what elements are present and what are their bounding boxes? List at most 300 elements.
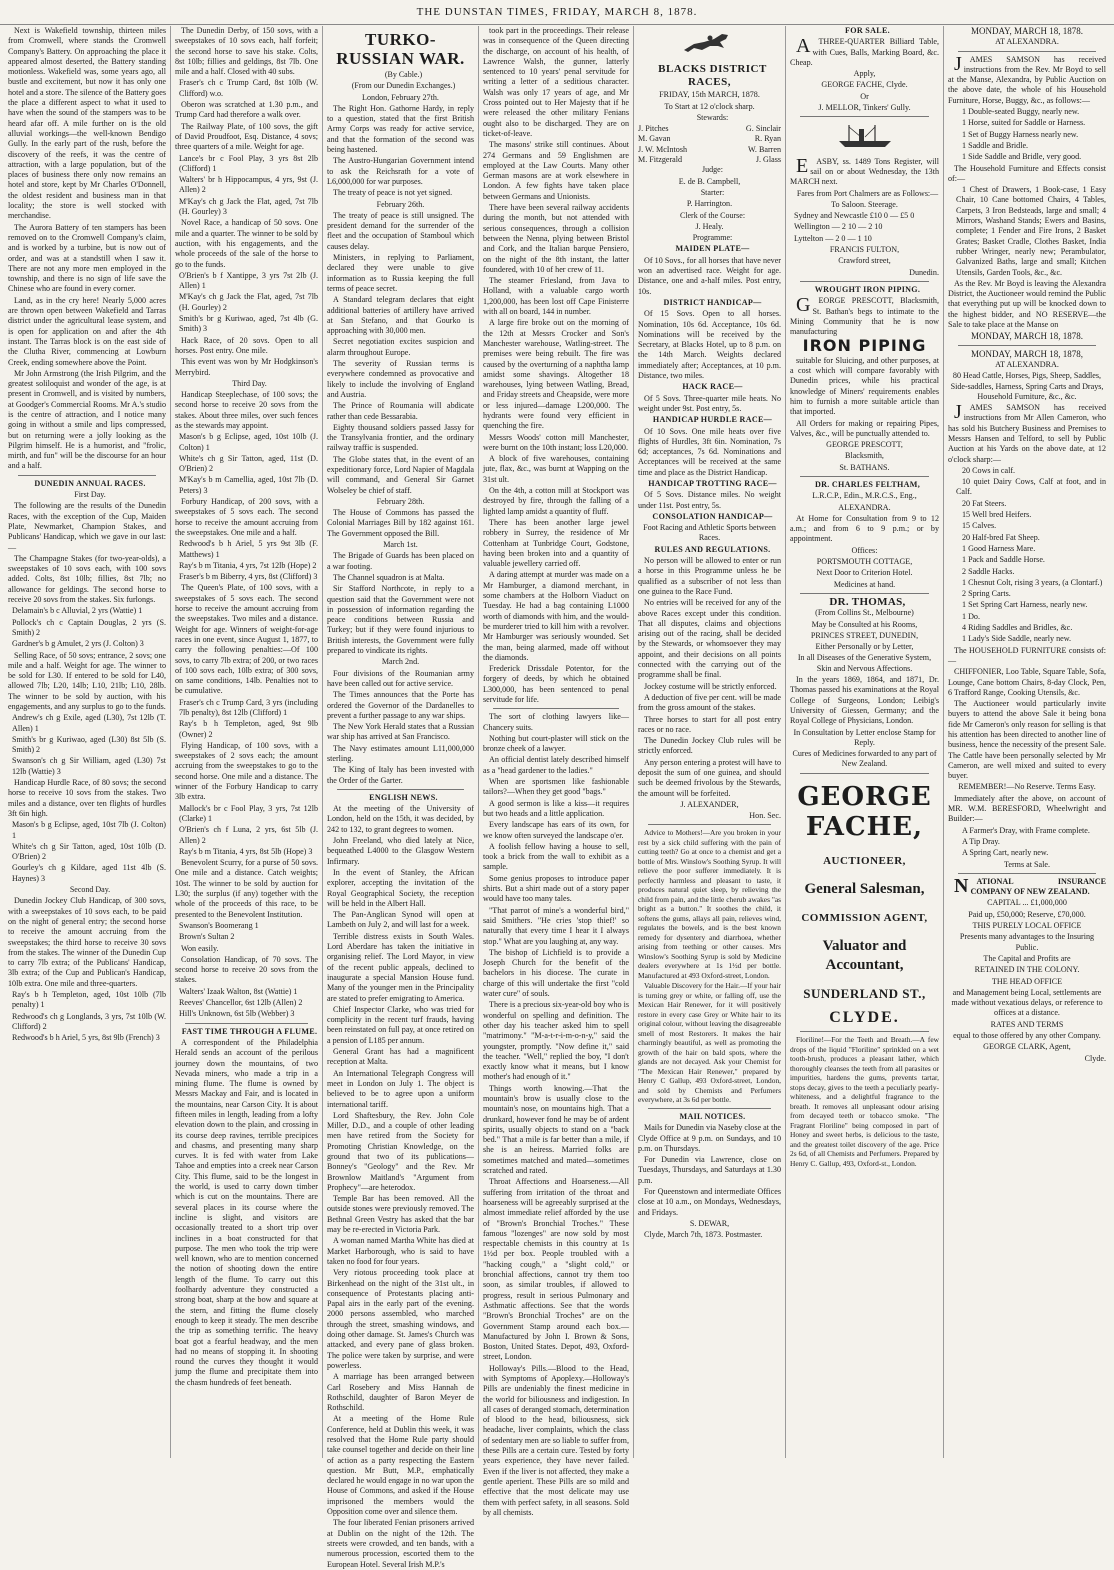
news-item: The treaty of peace is still unsigned. The president demand for the surrender of the fleet and the occupation of Stamboul which causes delay.: [327, 210, 474, 251]
news-item: The Globe states that, in the event of an expeditionary force, Lord Napier of Magdala will command, and General Sir Garnet Wolseley be chief of staff.: [327, 454, 474, 495]
column-6: [785, 26, 943, 1458]
auctioneer-role: General Salesman,: [804, 880, 925, 897]
lot-item: 1 Horse, suited for Saddle or Harness.: [962, 118, 1086, 128]
lot-item: A Spring Cart, nearly new.: [962, 848, 1049, 858]
race-description: Forbury Handicap, of 200 sovs, with a sweepstakes of 5 sovs each. The second horse to receive the amount accruing from the sweepstakes. One mile and a half.: [175, 497, 318, 537]
race-entry: White's ch g Sir Tatton, aged, 10st 10lb (D. O'Brien) 2: [12, 841, 166, 862]
agent-name: FRANCIS FULTON,: [829, 245, 900, 255]
lot-item: 1 Do.: [962, 611, 980, 621]
joke-item: Every landscape has ears of its own, for we know often surveyed the landscape o'er.: [483, 820, 629, 840]
news-item: A daring attempt at murder was made on a Mr Hamburger, a diamond merchant, in some chambers at the Holborn Viaduct on Tuesday. He had a bag containing L1000 worth of diamonds with him, and the would-be murderer tried to kill him with a revolver. Mr Hamburger was seriously wounded. Set the man, being alarmed, made off without the diamonds.: [483, 570, 629, 662]
auctioneer-town: CLYDE.: [829, 1008, 900, 1026]
shipping-notice: EASBY, ss. 1489 Tons Register, will sail on or about Wednesday, the 13th MARCH next.: [790, 154, 939, 187]
sports-note: Foot Racing and Athletic Sports between Races.: [643, 523, 776, 543]
divider: [18, 475, 156, 476]
steamship-icon: [790, 121, 939, 152]
race-entry: Fraser's ch c Trump Card, 3 yrs (including 7lb penalty), 8st 12lb (Clifford) 1: [179, 697, 318, 717]
news-item: The Prince of Roumania will abdicate rather than cede Bessarabia.: [327, 401, 474, 421]
news-item: The treaty of peace is not yet signed.: [333, 188, 453, 198]
news-item: A Standard telegram declares that eight additional batteries of artillery have arrived at San Stefano, and that Gourko is approaching with 30,000 men.: [327, 295, 474, 336]
steward-name: W. Barren: [748, 144, 781, 154]
lot-item: 1 Lady's Side Saddle, nearly new.: [962, 634, 1072, 644]
article-paragraph: The following are the results of the Dunedin Races, with the exception of the Cup, Maiden Plate, Newmarket, Champion Stakes, and Publicans' Handicap, which we gave in our last:—: [8, 501, 166, 552]
news-item: The severity of Russian terms is everywhere condemned as provocative and likely to include the involving of England and Austria.: [327, 359, 474, 399]
insurance-agent: GEORGE CLARK, Agent,: [983, 1042, 1071, 1052]
race-entry: Swanson's ch g Sir William, aged (L30) 7st 12lb (Wattie) 3: [12, 756, 166, 776]
race-description: The Railway Plate, of 100 sovs, the gift of David Proudfoot, Esq. Distance, 4 sovs; three quarters of a mile. Weight for age.: [175, 121, 318, 152]
joke-item: There is a precious six-year-old boy who is wonderful on spelling and definition. The other day his teacher asked him to spell "matrimony." "M-a-t-r-i-m-o-n-y," said the youngster, promptly. "Now define it," said the teacher. "Well," replied the boy, "I don't exactly know what it means, but I know mother's had enough of it.": [483, 1000, 629, 1082]
race-description: Handicap Hurdle Race, of 80 sovs; the second horse to receive 10 sovs from the stakes. Two miles and a distance, over ten flights of hurdles 3ft 6in high.: [8, 778, 166, 818]
advertisement-text: In the years 1869, 1864, and 1871, Dr. Thomas passed his examinations at the Royal College of Surgeons, London; Leibig's University of Giessen, Germany; and the Royal College of Physicians, London.: [790, 675, 939, 726]
column-4: [478, 26, 633, 1517]
news-item: In the event of Stanley, the African explorer, accepting the invitation of the Royal Geographical Society, the reception will be held in the Albert Hall.: [327, 867, 474, 908]
auction-notice: Immediately after the above, on account of MR. W.M. BERESFORD, Wheelwright and Builder:—: [948, 793, 1106, 824]
advertisement-text: Holloway's Pills.—Blood to the Head, with Symptoms of Apoplexy.—Holloway's Pills are undeniably the finest medicine in the world for biliousness and indigestion. In all cases of deranged stomach, determination of blood to the head, biliousness, sick headache, liver complaints, which the class of sedentary men are so liable to suffer from, these Pills are a certain cure. Tested by forty years experience, they have never failed. Even if the liver is not affected, they make a gentle aperient. These Pills are so mild and effective that the most delicate may use them with perfect safety, in all seasons. Sold by all chemists.: [483, 1363, 629, 1517]
insurance-line: THIS PURELY LOCAL OFFICE: [972, 921, 1082, 931]
race-entry: M'Kay's ch g Jack the Flat, aged, 7st 7lb (H. Gourley) 3: [179, 196, 318, 217]
day-heading: Third Day.: [232, 378, 267, 388]
race-entry: Brown's Sultan 2: [179, 932, 235, 942]
race-heading: HANDICAP TROTTING RACE—: [648, 478, 777, 488]
lot-item: 20 Fat Steers.: [962, 498, 1007, 508]
race-entry: Smith's br g Kuriwao, aged, 7st 4lb (G. Smith) 3: [179, 314, 318, 334]
article-paragraph: Mr John Armstrong (the Irish Pilgrim, and the greatest soliloquist and wonder of the age, is at present in Cromwell, and is visited by numbers, at Goodger's Commercial Rooms. Mr A.'s studio is the centre of attraction, and I notice many going in without a smile and lips compressed, but on returning were a jolly looking as the Pilgrim himself. He is a humorist, and "frolic, mirth, and fun" will be the discourse for an hour and a half.: [8, 368, 166, 471]
column-1: [4, 26, 170, 1458]
news-item: A marriage has been arranged between Carl Rosebery and Miss Hannah de Rothschild, daughter of Baron Meyer de Rothschild.: [327, 1372, 474, 1413]
news-item: Chief Inspector Clarke, who was tried for complicity in the recent turf frauds, having been reinstated on full pay, at once retired on a pension of L185 per annum.: [327, 1004, 474, 1045]
stewards-row: [638, 124, 781, 134]
sale-date-heading: MONDAY, MARCH 18, 1878.: [970, 26, 1084, 36]
auction-notice: The Household Furniture and Effects consist of:—: [948, 163, 1106, 183]
divider: [800, 116, 929, 117]
auctioneer-street: SUNDERLAND ST.,: [803, 985, 926, 1001]
sale-location: AT ALEXANDRA.: [995, 359, 1059, 369]
advertisement-text: PRINCES STREET, DUNEDIN,: [810, 630, 919, 640]
doctor-qualifications: L.R.C.P., Edin., M.R.C.S., Eng.,: [812, 491, 917, 501]
race-entry: Pollock's ch c Captain Douglas, 2 yrs (S. Smith) 2: [12, 617, 166, 637]
race-entry: Hill's Unknown, 6st 5lb (Webber) 3: [179, 1009, 295, 1019]
races-heading: DUNEDIN ANNUAL RACES.: [34, 478, 146, 488]
advertisement-text: Apply,: [853, 69, 876, 79]
auctioneer-role: COMMISSION AGENT,: [801, 911, 928, 924]
lot-item: 1 Pack and Saddle Horse.: [962, 555, 1045, 565]
stewards-row: [638, 145, 781, 155]
agent-city: Dunedin.: [909, 267, 939, 277]
column-2: [170, 26, 322, 1458]
news-item: On the 4th, a cotton mill at Stockport was destroyed by fire, through the falling of a lighted lamp amidst a quantity of fluff.: [483, 486, 629, 516]
advertiser-name: GEORGE FACHE, Clyde.: [821, 80, 908, 90]
advertisement-text: Next Door to Criterion Hotel.: [816, 568, 913, 578]
news-item: The masons' strike still continues. About 274 Germans and 59 Englishmen are employed at the Law Courts. Many other German masons are at work elsewhere in London. A few fights have taken place between Germans and Unionists.: [483, 140, 629, 201]
news-item: Very riotous proceeding took place at Birkenhead on the night of the 31st ult., in consequence of Protestants placing anti-Papal airs in the early part of the evening. 2000 persons assembled, who marched through the street, smashing windows, and doing other damage. St. James's Church was attacked, and every pane of glass broken. The police were taken by surprise, and were powerless.: [327, 1268, 474, 1370]
joke-item: A good sermon is like a kiss—it requires but two heads and a little application.: [483, 798, 629, 818]
race-conditions: Of 15 Sovs. Open to all horses. Nomination, 10s 6d. Acceptance, 10s 6d. Nominations will be received by the Secretary, at Blacks Hotel, up to 8 p.m. on the 14th March. Weights declared immediately after; Acceptances, at 10 p.m. Distance, two miles.: [638, 309, 781, 381]
race-entry: Mason's b g Eclipse, aged, 10st 7lb (J. Colton) 1: [12, 820, 166, 840]
auctioneer-name: GEORGE FACHE,: [797, 781, 932, 842]
article-paragraph: A correspondent of the Philadelphia Herald sends an account of the perilous journey down the mountains, of two Nevada miners, who made a trip in a mining flume. The flume is owned by Messrs Mackay and Fair, and is located in the mountains, near Carson City. It is about fifteen miles in length, leading from a lofty elevation down to the plain, and crossing in its course deep ravines, terrible precipices and chasms, and presenting many sharp curves. It is fed with water from Lake Tahoe and empties into a creek near Carson City. This flume, said to be the longest in the world, is used to carry down timber which is cut on the mountains. There are several places in its course where the incline is slight, and visitors are occasionally treated to a short trip over inclines in a boat constructed for that purpose. The men who took the trip were well known, who are to mention concerned the notion of shooting down the entire length of the flume. To carry out this foolhardy adventure they constructed a strong boat, sharp at the bow and square at the stern, and fitting the flume closely enough to keep it steady. The men describe the trip as something terrific. The heavy boat got a fearful headway, and the men had no means of stopping it. In shooting round the curves they thought it would jump the flume and precipitate them into the chasm hundreds of feet beneath.: [175, 1037, 318, 1387]
auction-notice: The HOUSEHOLD FURNITURE consists of:—: [948, 645, 1106, 665]
race-entry: Ray's b h Templeton, aged, 10st 10lb (7lb penalty) 1: [12, 990, 166, 1010]
race-heading: CONSOLATION HANDICAP—: [652, 511, 773, 521]
judge-name: E. de B. Campbell,: [678, 176, 741, 186]
news-item: The four liberated Fenian prisoners arrived at Dublin on the night of the 12th. The streets were crowded, and ten bands, with a numerous procession, escorted them to the European Hotel. Several Irish M.P.'s: [327, 1518, 474, 1569]
lot-item: A Farmer's Dray, with Frame complete.: [962, 825, 1090, 835]
fare-row: Wellington — 2 10 — 2 10: [794, 222, 883, 232]
advertisement-text: Floriline!—For the Teeth and Breath.—A few drops of the liquid "Floriline" sprinkled on a wet tooth-brush, produces a pleasant lather, which thoroughly cleanses the teeth from all parasites or impurities, hardens the gums, prevents tartar, stops decay, gives to the teeth a peculiarly pearly-whiteness, and a delightful fragrance to the breath. It removes all unpleasant odour arising from decayed teeth or tobacco smoke. "The Fragrant Floriline" being composed in part of Honey and sweet herbs, is delicious to the taste, and the greatest toilet discovery of the age. Price 2s 6d, of all Chemists and Perfumers. Prepared by Henry C. Gallup, 493, Oxford-st., London.: [790, 1035, 939, 1168]
news-item: John Freeland, who died lately at Nice, bequeathed L4000 to the Glasgow Western Infirmary.: [327, 836, 474, 866]
lot-item: 1 Good Harness Mare.: [962, 543, 1036, 553]
divider: [958, 51, 1096, 52]
dateline: February 26th.: [376, 199, 425, 209]
divider: [958, 345, 1096, 346]
rules-heading: RULES AND REGULATIONS.: [654, 544, 771, 554]
news-item: The Times announces that the Porte has ordered the Governor of the Dardanelles to prevent a further passage to any war ships.: [327, 690, 474, 720]
advertisement-text: Valuable Discovery for the Hair.—If your hair is turning grey or white, or falling off, use the Mexican Hair Renewer, for it will positively restore in every case Grey or White hair to its original colour, without leaving the disagreeable smell of most Restorers. It makes the hair charmingly beautiful, as well as promoting the growth of the hair on bald spots, where the glands are not decayed. Ask your Chemist for "The Mexican Hair Renewer," prepared by Henry C Gallup, 493 Oxford-street, London, and sold by Chemists and Perfumers everywhere, at 3s 6d per bottle.: [638, 981, 781, 1105]
lot-item: 1 Saddle and Bridle.: [962, 140, 1029, 150]
news-item: Four divisions of the Roumanian army have been called out for active service.: [327, 668, 474, 688]
mail-heading: MAIL NOTICES.: [679, 1111, 746, 1121]
divider: [800, 773, 929, 774]
auction-notice: JAMES SAMSON has received instructions from Mr Allen Cameron, who has sold his Butchery Business and Premises to Messrs Hansen and Telford, to sell by Public Auction at his Yards on the above date, at 12 o'clock sharp:—: [948, 401, 1106, 464]
rule-text: A deduction of five per cent. will be made from the gross amount of the stakes.: [638, 692, 781, 713]
news-item: Frederick Drissdale Potentor, for the forgery of deeds, by which he obtained L300,000, has been sentenced to penal servitude for life.: [483, 664, 629, 704]
insurance-line: Presents many advantages to the Insuring Public.: [959, 932, 1095, 952]
race-heading: HACK RACE—: [682, 382, 743, 392]
race-entry: Delamain's b c Alluvial, 2 yrs (Wattie) 1: [12, 606, 143, 616]
race-description: Flying Handicap, of 100 sovs, with a sweepstakes of 2 sovs each; the amount accruing from the sweepstakes to go to the second horse. One mile and a distance. The winner of the Forbury Handicap to carry 3lb extra.: [175, 740, 318, 802]
auction-notice: As the Rev. Mr Boyd is leaving the Alexandra District, the Auctioneer would remind the Public that everything put up will be knocked down to the highest bidder, and NO RESERVE—the Sale to take place at the Manse on: [948, 278, 1106, 330]
advertisement-text: In all Diseases of the Generative System, Skin and Nervous Affections.: [797, 653, 932, 673]
advertiser-trade: Blacksmith,: [845, 451, 884, 461]
lot-item: 2 Spring Carts.: [962, 589, 1011, 599]
race-entry: Reeves' Chancellor, 6st 12lb (Allen) 2: [179, 998, 303, 1008]
lot-item: 1 Chest of Drawers, 1 Book-case, 1 Easy Chair, 10 Cane bottomed Chairs, 4 Tables, Carpets, 3 Iron Bedsteads, large and small; 4 Mirrors, Washand Stands; Ewers and Basins, complete; 1 Fender and Fire Irons, 2 Basket Grates; Basket Cradle, Clothes Basket, India rubber Wringer, nearly new; Perambulator, Galvanized Baths, large and small; Kitchen Utensils, Garden Tools, &c., &c.: [956, 185, 1106, 277]
divider: [800, 593, 929, 594]
insurance-line: and Management being Local, settlements are made without vexatious delays, or reference to offices at a distance.: [951, 987, 1103, 1018]
fare-row: Sydney and Newcastle £10 0 — £5 0: [794, 211, 915, 221]
race-entry: Mallock's br c Fool Play, 3 yrs, 7st 12lb (Clarke) 1: [179, 803, 318, 823]
dateline: February 28th.: [376, 496, 425, 506]
news-item: The Right Hon. Gathorne Hardy, in reply to a question, stated that the first British Army Corps was ready for active service, and that the formation of the second was being hastened.: [327, 103, 474, 155]
lot-item: 1 Chesnut Colt, rising 3 years, (a Clontarf.): [962, 577, 1103, 587]
race-entry: Walters' Izaak Walton, 8st (Wattie) 1: [179, 986, 298, 996]
news-item: A large fire broke out on the morning of the 12th at Messrs Crocker and Son's Manchester warehouse, Watling-street. The premises were being rebuilt. The fire was caused by the overturning of a naphtha lamp amidst some shavings. Altogether 18 warehouses, lying between Watling, Bread, and Friday streets and Cheapside, were more or less injured—damage L200,000. The hydrants were found very efficient in quenching the fire.: [483, 318, 629, 431]
advertisement-text: Or: [860, 91, 869, 101]
column-3: [322, 26, 478, 1569]
steward-name: J. W. McIntosh: [638, 144, 688, 154]
advertiser-town: St. BATHANS.: [839, 462, 890, 472]
advertisement-text: All Orders for making or repairing Pipes, Valves, &c., will be punctually attended to.: [790, 418, 939, 438]
insurance-line: Paid up, £50,000; Reserve, £70,000.: [968, 909, 1086, 919]
dateline: March 2nd.: [381, 657, 420, 667]
secretary-name: J. ALEXANDER,: [680, 799, 739, 809]
article-paragraph: Land, as in the cry here! Nearly 5,000 acres are thrown open between Wakefield and Tarras district under the agricultural lease system, and is open for application on and after the 4th instant. The Tarras block is on the east side of the Clutha River, commencing at Lowburn Creek, ending somewhere above the Point.: [8, 295, 166, 367]
race-description: Handicap Steeplechase, of 100 sovs; the second horse to receive 20 sovs from the stakes. About three miles, over such fences as the stewards may appoint.: [175, 390, 318, 430]
fare-row: Lyttelton — 2 0 — 1 10: [794, 233, 872, 243]
divider: [337, 789, 464, 790]
news-item: took part in the proceedings. Their release was in consequence of the Queen directing the discharge, on account of his health, of Lawrence Walsh, the gunner, latterly sentenced to 10 years' penal servitude for writing a letter of a seditious character. Walsh was only 17 years of age, and Mr Cross pointed out to Her Majesty that if he were released the other military Fenians ought also to be discharged. They are on ticket-of-leave.: [483, 26, 629, 138]
news-item: Sir Stafford Northcote, in reply to a question said that the Government were not in possession of information regarding the peace conditions between Russia and Turkey; but if they were found injurious to British interests, the Government were fully prepared to vindicate its rights.: [327, 584, 474, 656]
joke-item: Some genius proposes to introduce paper shirts. But a shirt made out of a story paper would have too many tales.: [483, 873, 629, 904]
sale-date-heading: MONDAY, MARCH 18, 1878,: [970, 348, 1084, 359]
advertisement-text: May be Consulted at his Rooms,: [811, 619, 918, 629]
advertisement-text: ATHREE-QUARTER Billiard Table, with Cues, Balls, Marking Board, &c. Cheap.: [790, 35, 939, 67]
divider: [185, 1023, 308, 1024]
auctioneer-role: Valuator and Accountant,: [822, 937, 907, 973]
article-paragraph: Oberon was scratched at 1.30 p.m., and Trump Card had therefore a walk over.: [175, 100, 318, 120]
doctor-name: DR. THOMAS,: [829, 595, 906, 608]
race-start: To Start at 12 o'clock sharp.: [664, 101, 755, 111]
race-description: The Dunedin Derby, of 150 sovs, with a sweepstakes of 10 sovs each, half forfeit; the second horse to save his stake. Colts, 8st 10lb; fillies and geldings, 8st 7lb. One mile and a half. Closed with 40 subs.: [175, 26, 318, 77]
insurance-line: The Capital and Profits are: [983, 953, 1071, 963]
insurance-line: THE HEAD OFFICE: [991, 976, 1063, 986]
steward-name: R. Ryan: [754, 134, 781, 144]
joke-item: A foolish fellow having a house to sell, took a brick from the wall to exhibit as a sample.: [483, 841, 629, 872]
article-paragraph: The Aurora Battery of ten stampers has been removed on to the Cromwell Company's claim, and is worked by a turbine, but is now out of order, and was at a standstill when I saw it. There are not any more men employed in the township, and there is no sign of life save the Chinese who are found in every corner.: [8, 222, 166, 294]
rule-text: Jockey costume will be strictly enforced.: [644, 681, 777, 691]
auction-notice: Terms at Sale.: [1004, 859, 1050, 869]
mail-notice: Mails for Dunedin via Naseby close at the Clyde Office at 9 p.m. on Sundays, and 10 p.m. on Thursdays.: [638, 1123, 781, 1153]
lot-item: 1 Double-seated Buggy, nearly new.: [962, 107, 1080, 117]
postmaster-line: Clyde, March 7th, 1873. Postmaster.: [644, 1230, 763, 1240]
mail-notice: For Queenstown and intermediate Offices close at 10 a.m., on Mondays, Wednesdays, and Fridays.: [638, 1187, 781, 1217]
advertisement-text: (From Collins St., Melbourne): [815, 608, 914, 618]
race-entry: Swanson's Boomerang 1: [179, 920, 259, 930]
advertisement-text: Throat Affections and Hoarseness.—All suffering from irritation of the throat and hoarseness will be agreeably surprised at the almost immediate relief afforded by the use of "Brown's Bronchial Troches." These famous "lozenges" are now sold by most respectable chemists in this country at 1s 1½d per box. People troubled with a "hacking cough," a "slight cold," or bronchial affections, cannot try them too soon, as similar troubles, if allowed to progress, result in serious Pulmonary and Asthmatic affections. See that the words "Brown's Bronchial Troches" are on the Government Stamp around each box.—Manufactured by John I. Brown & Sons, Boston, United States. Depot, 493, Oxford-street, London.: [483, 1177, 629, 1362]
postmaster-name: S. DEWAR,: [689, 1218, 730, 1228]
news-item: The Pan-Anglican Synod will open at Lambeth on July 2, and will last for a week.: [327, 910, 474, 930]
lot-item: 10 quiet Dairy Cows, Calf at foot, and in Calf.: [956, 477, 1106, 497]
news-item: There has been another large jewel robbery in Surrey, the residence of Mr Cottenham at Tunbridge Court, Godstone, having been broken into and a quantity of valuable jewellery carried off.: [483, 517, 629, 569]
race-entry: M'Kay's ch g Jack the Flat, aged, 7st 7lb (H. Gourley) 2: [179, 292, 318, 312]
news-item: At the meeting of the University of London, held on the 15th, it was decided, by 242 to 132, to grant degrees to women.: [327, 804, 474, 834]
auctioneer-role: AUCTIONEER,: [823, 854, 906, 867]
news-item: Ministers, in replying to Parliament, declared they were unable to give information as to Russia keeping the full terms of peace secret.: [327, 253, 474, 293]
news-item: The steamer Friesland, from Java to Holland, with a valuable cargo worth 1,200,000, has been lost off Cape Finisterre with all on board, 144 in number.: [483, 276, 629, 317]
news-item: Messrs Woods' cotton mill Manchester, were burnt on the 10th instant; loss L20,000.: [483, 432, 629, 452]
lot-item: 1 Set Spring Cart Harness, nearly new.: [962, 600, 1088, 610]
masthead: THE DUNSTAN TIMES, FRIDAY, MARCH 8, 1878.: [0, 6, 1114, 25]
race-entry: Redwood's b h Ariel, 5 yrs 9st 3lb (F. Matthews) 1: [179, 539, 318, 559]
rule-text: Three horses to start for all post entry races or no race.: [638, 714, 781, 734]
race-entry: Ray's b m Titania, 4 yrs, 8st 5lb (Hope) 3: [179, 846, 313, 856]
lot-item: 15 Calves.: [962, 521, 997, 531]
news-item: The New York Herald states that a Russian war ship has arrived at San Francisco.: [327, 722, 474, 742]
advertisement-text: Cures of Medicines forwarded to any part of New Zealand.: [792, 749, 937, 769]
war-heading: TURKO-RUSSIAN WAR.: [336, 30, 465, 68]
divider: [800, 1031, 929, 1032]
joke-item: When are sportsmen like fashionable tailors?—When they get good "bags.": [483, 777, 629, 797]
secretary-title: Hon. Sec.: [749, 811, 781, 821]
race-entry: O'Brien's b f Xantippe, 3 yrs 7st 2lb (J. Allen) 1: [179, 270, 318, 291]
flume-heading: FAST TIME THROUGH A FLUME.: [181, 1026, 318, 1036]
insurance-line: RETAINED IN THE COLONY.: [974, 965, 1080, 975]
sale-date-heading: MONDAY, MARCH 18, 1878.: [970, 331, 1084, 342]
stewards-row: [638, 134, 781, 144]
rule-text: The Dunedin Jockey Club rules will be strictly enforced.: [638, 736, 781, 756]
iron-piping-banner: IRON PIPING: [802, 336, 927, 356]
agent-address: Crawford street,: [838, 256, 891, 266]
article-paragraph: Next is Wakefield township, thirteen miles from Cromwell, where stands the Cromwell Company's Battery. On approaching the place it appeared almost deserted, the Battery standing motionless. Wakefield was, some years ago, all bustle and excitement, but now it has only one hotel and a store. The silence of the Battery goes the place a different aspect to what it used to have when the sound of the stampers was to be heard afar off. A mile further on is the old alluvial workings—the well-known Bendigo Gully. In the early part of the rush, before the discovery of the reefs, it was the centre of attraction, with a large population, but of the places of business there only now remains an hotel and store, kept by Mr Charles O'Donnell, the oldest resident and business man in that locality; the store is well stocked with merchandise.: [8, 26, 166, 221]
race-entry: Lance's br c Fool Play, 3 yrs 8st 2lb (Clifford) 1: [179, 153, 318, 173]
race-entry: Mason's b g Eclipse, aged, 10st 10lb (J. Colton) 1: [179, 432, 318, 452]
race-entry: Ray's b h Templeton, aged, 9st 9lb (Owner) 2: [179, 719, 318, 739]
doctor-town: ALEXANDRA.: [838, 502, 891, 512]
lot-item: 20 Half-bred Fat Sheep.: [962, 532, 1040, 542]
news-item: The Austro-Hungarian Government intend to ask the Reichsrath for a vote of L6,000,000 for war purposes.: [327, 156, 474, 186]
race-entry: Redwood's b h Ariel, 5 yrs, 8st 9lb (French) 3: [12, 1033, 160, 1043]
race-meeting-title: BLACKS DISTRICT RACES,: [658, 63, 767, 89]
rule-text: Any person entering a protest will have to deposit the sum of one guinea, and should such be deemed frivolous by the Stewards, the amount will be forfeited.: [638, 757, 781, 798]
race-description: Consolation Handicap, of 70 sovs. The second horse to receive 20 sovs from the stakes.: [175, 954, 318, 985]
news-item: The Brigade of Guards has been placed on a war footing.: [327, 551, 474, 571]
insurance-line: equal to those offered by any other Company.: [953, 1031, 1101, 1041]
racehorse-icon: [638, 30, 781, 59]
race-description: Novel Race, a handicap of 50 sovs. One mile and a quarter. The winner to be sold by auction, with his engagements, and the whole proceeds of the sale of the horse to go to the funds.: [175, 218, 318, 269]
column-5: [633, 26, 785, 1458]
race-entry: Gardner's b g Amulet, 2 yrs (J. Colton) 3: [12, 639, 144, 649]
race-entry: Fraser's ch c Trump Card, 8st 10lb (W. Clifford) w.o.: [179, 78, 318, 98]
race-entry: Andrew's ch g Exile, aged (L30), 7st 12lb (T. Allen) 1: [12, 713, 166, 733]
doctor-name: DR. CHARLES FELTHAM,: [814, 479, 921, 489]
steward-name: M. Gavan: [638, 134, 671, 144]
race-entry: Redwood's ch g Longlands, 3 yrs, 7st 10lb (W. Clifford) 2: [12, 1011, 166, 1031]
stewards-heading: Stewards:: [696, 112, 729, 122]
news-item: Temple Bar has been removed. All the outside stones were previously removed. The Bethnal Green Vestry has asked that the bar may be re-erected in Victoria Park.: [327, 1194, 474, 1235]
news-item: The House of Commons has passed the Colonial Marriages Bill by 182 against 161. The Government opposed the Bill.: [327, 508, 474, 538]
race-conditions: Of 5 Sovs. Three-quarter mile heats. No weight under 9st. Post entry, 5s.: [638, 393, 781, 413]
day-heading: Second Day.: [69, 885, 111, 895]
day-heading: First Day.: [74, 490, 106, 500]
fares-columns: To Saloon. Steerage.: [831, 199, 898, 209]
piping-heading: WROUGHT IRON PIPING.: [814, 284, 921, 294]
divider: [648, 1108, 771, 1109]
race-entry: Ray's b m Titania, 4 yrs, 7st 12lb (Hope) 2: [179, 560, 317, 570]
english-news-heading: ENGLISH NEWS.: [369, 792, 438, 802]
lot-item: 1 Side Saddle and Bridle, very good.: [962, 152, 1082, 162]
divider: [800, 476, 929, 477]
advertisement-text: Offices:: [851, 545, 878, 555]
auction-notice: The Auctioneer would particularly invite buyers to attend the above Sale it being bona fide Mr Cameron's only reason for selling is that his attention has been directed to another line of business, hence the necessity of the present Sale. The Cattle have been personally selected by Mr Cameron, are well mixed and suited to every buyer.: [948, 699, 1107, 781]
clerk-name: J. Healy.: [695, 221, 724, 231]
news-item: Secret negotiation excites suspicion and alarm throughout Europe.: [327, 337, 474, 357]
race-entry: White's ch g Sir Tatton, aged, 11st (D. O'Brien) 2: [179, 453, 318, 474]
insurance-town: Clyde.: [1084, 1053, 1106, 1063]
dateline: March 1st.: [383, 540, 418, 550]
news-item: The King of Italy has been invested with the Order of the Garter.: [327, 765, 474, 785]
steward-name: J. Glass: [755, 155, 781, 165]
stewards-row: [638, 155, 781, 165]
article-paragraph: Won easily.: [181, 943, 219, 953]
divider: [800, 281, 929, 282]
race-heading: MAIDEN PLATE—: [675, 244, 750, 254]
advertisement-text: In Consultation by Letter enclose Stamp for Reply.: [793, 727, 936, 747]
news-item: General Grant has had a magnificent reception at Malta.: [327, 1047, 474, 1067]
steward-name: J. Pitches: [638, 124, 669, 134]
clerk-heading: Clerk of the Course:: [679, 210, 746, 220]
advertiser-name: J. MELLOR, Tinkers' Gully.: [818, 103, 911, 113]
race-entry: Walters' br h Hippocampus, 4 yrs, 9st (J. Allen) 2: [179, 175, 318, 195]
news-item: Terrible distress exists in South Wales. Lord Aberdare has taken the initiative in organising relief. The Lord Mayor, in view of the recent public appeals, declined to inaugurate a special Mansion House fund. Many of the younger men in the Principality are stated to prefer emigrating to America.: [327, 931, 474, 1003]
race-date: FRIDAY, 15th MARCH, 1878.: [659, 90, 760, 100]
joke-item: The bishop of Lichfield is to provide a Joseph Church for the benefit of the bachelors in his diocese. The curate in charge of this will undertake the first "cold water cure" of souls.: [483, 947, 629, 999]
race-entry: Smith's br g Kuriwao, aged (L30) 8st 5lb (S. Smith) 2: [12, 734, 166, 755]
race-entry: O'Brien's ch f Luna, 2 yrs, 6st 5lb (J. Allen) 2: [179, 825, 318, 845]
race-conditions: Of 10 Sovs. One mile heats over five flights of Hurdles, 3ft 6in. Nomination, 7s 6d; acceptances, 7s 6d. Nominations and Acceptances will be received at the same time and place as the District Handicap.: [638, 426, 781, 477]
judge-heading: Judge:: [702, 165, 723, 175]
news-item: Eighty thousand soldiers passed Jassy for the Transylvania frontier, and the ordinary railway traffic is suspended.: [327, 422, 474, 453]
insurance-line: RATES AND TERMS: [990, 1019, 1064, 1029]
rule-text: No person will be allowed to enter or run a horse in this Programme unless he be qualified as a subscriber of not less than one guinea to the Race Fund.: [638, 556, 781, 596]
auction-notice: JAMES SAMSON has received instructions from the Rev. Mr Boyd to sell at the Manse, Alexandra, by Public Auction on the above date, the whole of his Household Furniture, Horse, Buggy, &c., as follows:—: [948, 52, 1106, 105]
insurance-heading: NATIONAL INSURANCE COMPANY OF NEW ZEALAND.: [954, 874, 1106, 897]
fares-heading: Fares from Port Chalmers are as Follows:—: [796, 188, 939, 198]
sale-summary: 80 Head Cattle, Horses, Pigs, Sheep, Saddles, Side-saddles, Harness, Spring Carts and Drays, Household Furniture, &c., &c.: [950, 371, 1104, 401]
lot-item: 20 Cows in calf.: [962, 465, 1016, 475]
race-description: The Queen's Plate, of 100 sovs, with a sweepstakes of 5 sovs each. The second horse to receive the amount accruing from the sweepstakes. Two miles and a distance. Weight for age. Winners of weight-for-age races in one event, since August 1, 1877, to carry the following penalties:—Of 100 sovs, to carry 7lb extra; of 200, or two races of 100 sovs each, 10lb extra; of 300 sovs, on same conditions, 14lb. Penalties not to be cumulative.: [175, 583, 318, 696]
lot-item: A Tip Dray.: [962, 836, 1000, 846]
race-conditions: Of 5 Sovs. Distance miles. No weight under 11st. Post entry, 5s.: [638, 490, 781, 510]
divider: [958, 873, 1096, 874]
column-7: [943, 26, 1110, 1458]
joke-item: Nothing but court-plaster will stick on the bronze cheek of a lawyer.: [483, 733, 629, 754]
race-description: Benevolent Scurry, for a purse of 50 sovs. One mile and a distance. Catch weights; 10st. The winner to be sold by auction for L30; the surplus (if any) together with the whole of the proceeds of this race, to be presented to the Benevolent Institution.: [175, 858, 318, 919]
joke-item: Things worth knowing.—That the mountain's brow is usually close to the mountain's nose, on mountains high. That a drunkard, however fond he may be of ardent spirits, usually objects to stand on a "back bed." That a mile is far better than a mile, if she is an heiress. Married folks are sometimes matched and mated—sometimes scratched and rated.: [483, 1083, 629, 1176]
programme-heading: Programme:: [692, 233, 733, 243]
divider: [648, 824, 771, 825]
news-item: At a meeting of the Home Rule Conference, held at Dublin this week, it was resolved that the Home Rule party should take counsel together and decide on their line of action as a party respecting the Eastern question. Mr Butt, M.P., emphatically declared he would engage in no war upon the House of Commons, and asked if the House imprisoned the members would the Opposition come over and silence them.: [327, 1414, 474, 1517]
advertisement-text: GEORGE PRESCOTT, Blacksmith, St. Bathan's begs to intimate to the Mining Community that he is now manufacturing: [790, 294, 939, 337]
for-sale-heading: FOR SALE.: [845, 26, 890, 35]
dateline: London, February 27th.: [362, 92, 439, 102]
advertisement-text: Advice to Mothers!—Are you broken in your rest by a sick child suffering with the pain of cutting teeth? Go at once to a chemist and get a bottle of Mrs. Winslow's Soothing Syrup. It will relieve the poor sufferer immediately. It is perfectly harmless and pleasant to taste, it produces natural quiet sleep, by relieving the child from pain, and the little cherub awakes "as bright as a button." It soothes the child, it softens the gums, allays all pain, relieves wind, regulates the bowels, and is the best known remedy for dysentery and diarrhoea, whether arising from teething or other causes. Mrs Winslow's Soothing Syrup is sold by Medicine dealers everywhere at 1s 1½d per bottle. Manufactured at 493 Oxford-street, London.: [638, 828, 781, 980]
news-item: There have been several railway accidents during the month, but not attended with serious consequences, through a collision between the Nenna, plying between Bristol and Cork, and the Italian barque Pensiero, on the night of the 8th instant, the latter foundered, with 10 of her crew of 11.: [483, 203, 629, 274]
race-heading: HANDICAP HURDLE RACE—: [652, 415, 773, 425]
joke-item: "That parrot of mine's a wonderful bird," said Smithers. "He cries 'stop thief!' so naturally that every time I hear it I always stop." What are you laughing at, any way.: [483, 905, 629, 946]
news-item: Lord Shaftesbury, the Rev. John Cole Miller, D.D., and a couple of other leading men have retired from the Society for Promoting Christian Knowledge, on the ground that two of its publications—Bonney's "Geology" and the Rev. Mr Brownlow Maitland's "Argument from Prophecy"—are heterodox.: [327, 1110, 474, 1192]
news-item: An International Telegraph Congress will meet in London on July 1. The object is believed to be to agree upon a uniform international tariff.: [327, 1068, 474, 1109]
race-description: Selling Race, of 50 sovs; entrance, 2 sovs; one mile and a half. Weight for age. The winner to be sold for L30. If entered to be sold for L40, allowed 7lb; L20, 14lb; L10, 21lb; L10, 28lb. The winner to be sold by auction, with his engagements, and any surplus to go to the funds.: [8, 650, 166, 711]
starter-heading: Starter:: [700, 187, 725, 197]
news-item: A woman named Martha White has died at Market Harborough, who is said to have taken no food for four years.: [327, 1236, 474, 1266]
steward-name: M. Fitzgerald: [638, 155, 683, 165]
news-item: The Channel squadron is at Malta.: [333, 572, 445, 582]
advertisement-text: Medicines at hand.: [833, 579, 896, 589]
lot-item: 15 Well bred Heifers.: [962, 510, 1032, 520]
sale-location: AT ALEXANDRA.: [995, 37, 1059, 47]
source-note: (From our Dunedin Exchanges.): [351, 81, 456, 91]
auction-notice: CHIFFONIER, Loo Table, Square Table, Sofa, Lounge, Cane bottom Chairs, 8-day Clock, Pen, 6 Trafford Range, Cooking Utensils, &c.: [948, 667, 1106, 697]
race-entry: M'Kay's b m Camellia, aged, 10st 7lb (D. Peters) 3: [179, 475, 318, 495]
race-conditions: Of 10 Sovs., for all horses that have never won an advertised race. Weight for age. Distance, one and a-half miles. Post entry, 10s.: [638, 255, 781, 296]
race-entry: Fraser's b m Biberry, 4 yrs, 8st (Clifford) 3: [179, 572, 318, 582]
advertisement-text: At Home for Consultation from 9 to 12 a.m.; and from 6 to 9 p.m.; or by appointment.: [790, 513, 939, 544]
race-heading: DISTRICT HANDICAP—: [663, 297, 762, 307]
race-description: Hack Race, of 20 sovs. Open to all horses. Post entry. One mile.: [175, 335, 318, 355]
divider: [493, 708, 619, 709]
lot-item: 1 Set of Buggy Harness nearly new.: [962, 129, 1079, 139]
race-description: The Champagne Stakes (for two-year-olds), a sweepstakes of 10 sovs each, with 100 sovs added. Colts, 8st 10lb; fillies, 8st 7lb; no allowance for geldings. The second horse to receive 20 sovs from the stakes. Six furlongs.: [8, 553, 166, 605]
lot-item: 2 Saddle Hacks.: [962, 566, 1015, 576]
starter-name: P. Harrington.: [686, 199, 733, 209]
advertisement-text: Either Personally or by Letter,: [815, 642, 914, 652]
rule-text: No entries will be received for any of the above Races except under this condition. That all disputes, claims and objections arising out of the racing, shall be decided by the Stewards, or whomsoever they may appoint, and their decisions on all points connected with the carrying out of the programme shall be final.: [638, 598, 781, 680]
advertisement-text: suitable for Sluicing, and other purposes, at a cost which will compare favorably with Dunedin prices, while his practical knowledge of Miners' requirements enables him to furnish a more suitable article than that imported.: [790, 355, 939, 417]
joke-item: An official dentist lately described himself as a "head gardener to the ladies.": [483, 755, 629, 775]
mail-notice: For Dunedin via Lawrence, close on Tuesdays, Thursdays, and Saturdays at 1.30 p.m.: [638, 1155, 781, 1185]
lot-item: 4 Riding Saddles and Bridles, &c.: [962, 623, 1073, 633]
advertiser-name: GEORGE PRESCOTT,: [826, 440, 903, 450]
